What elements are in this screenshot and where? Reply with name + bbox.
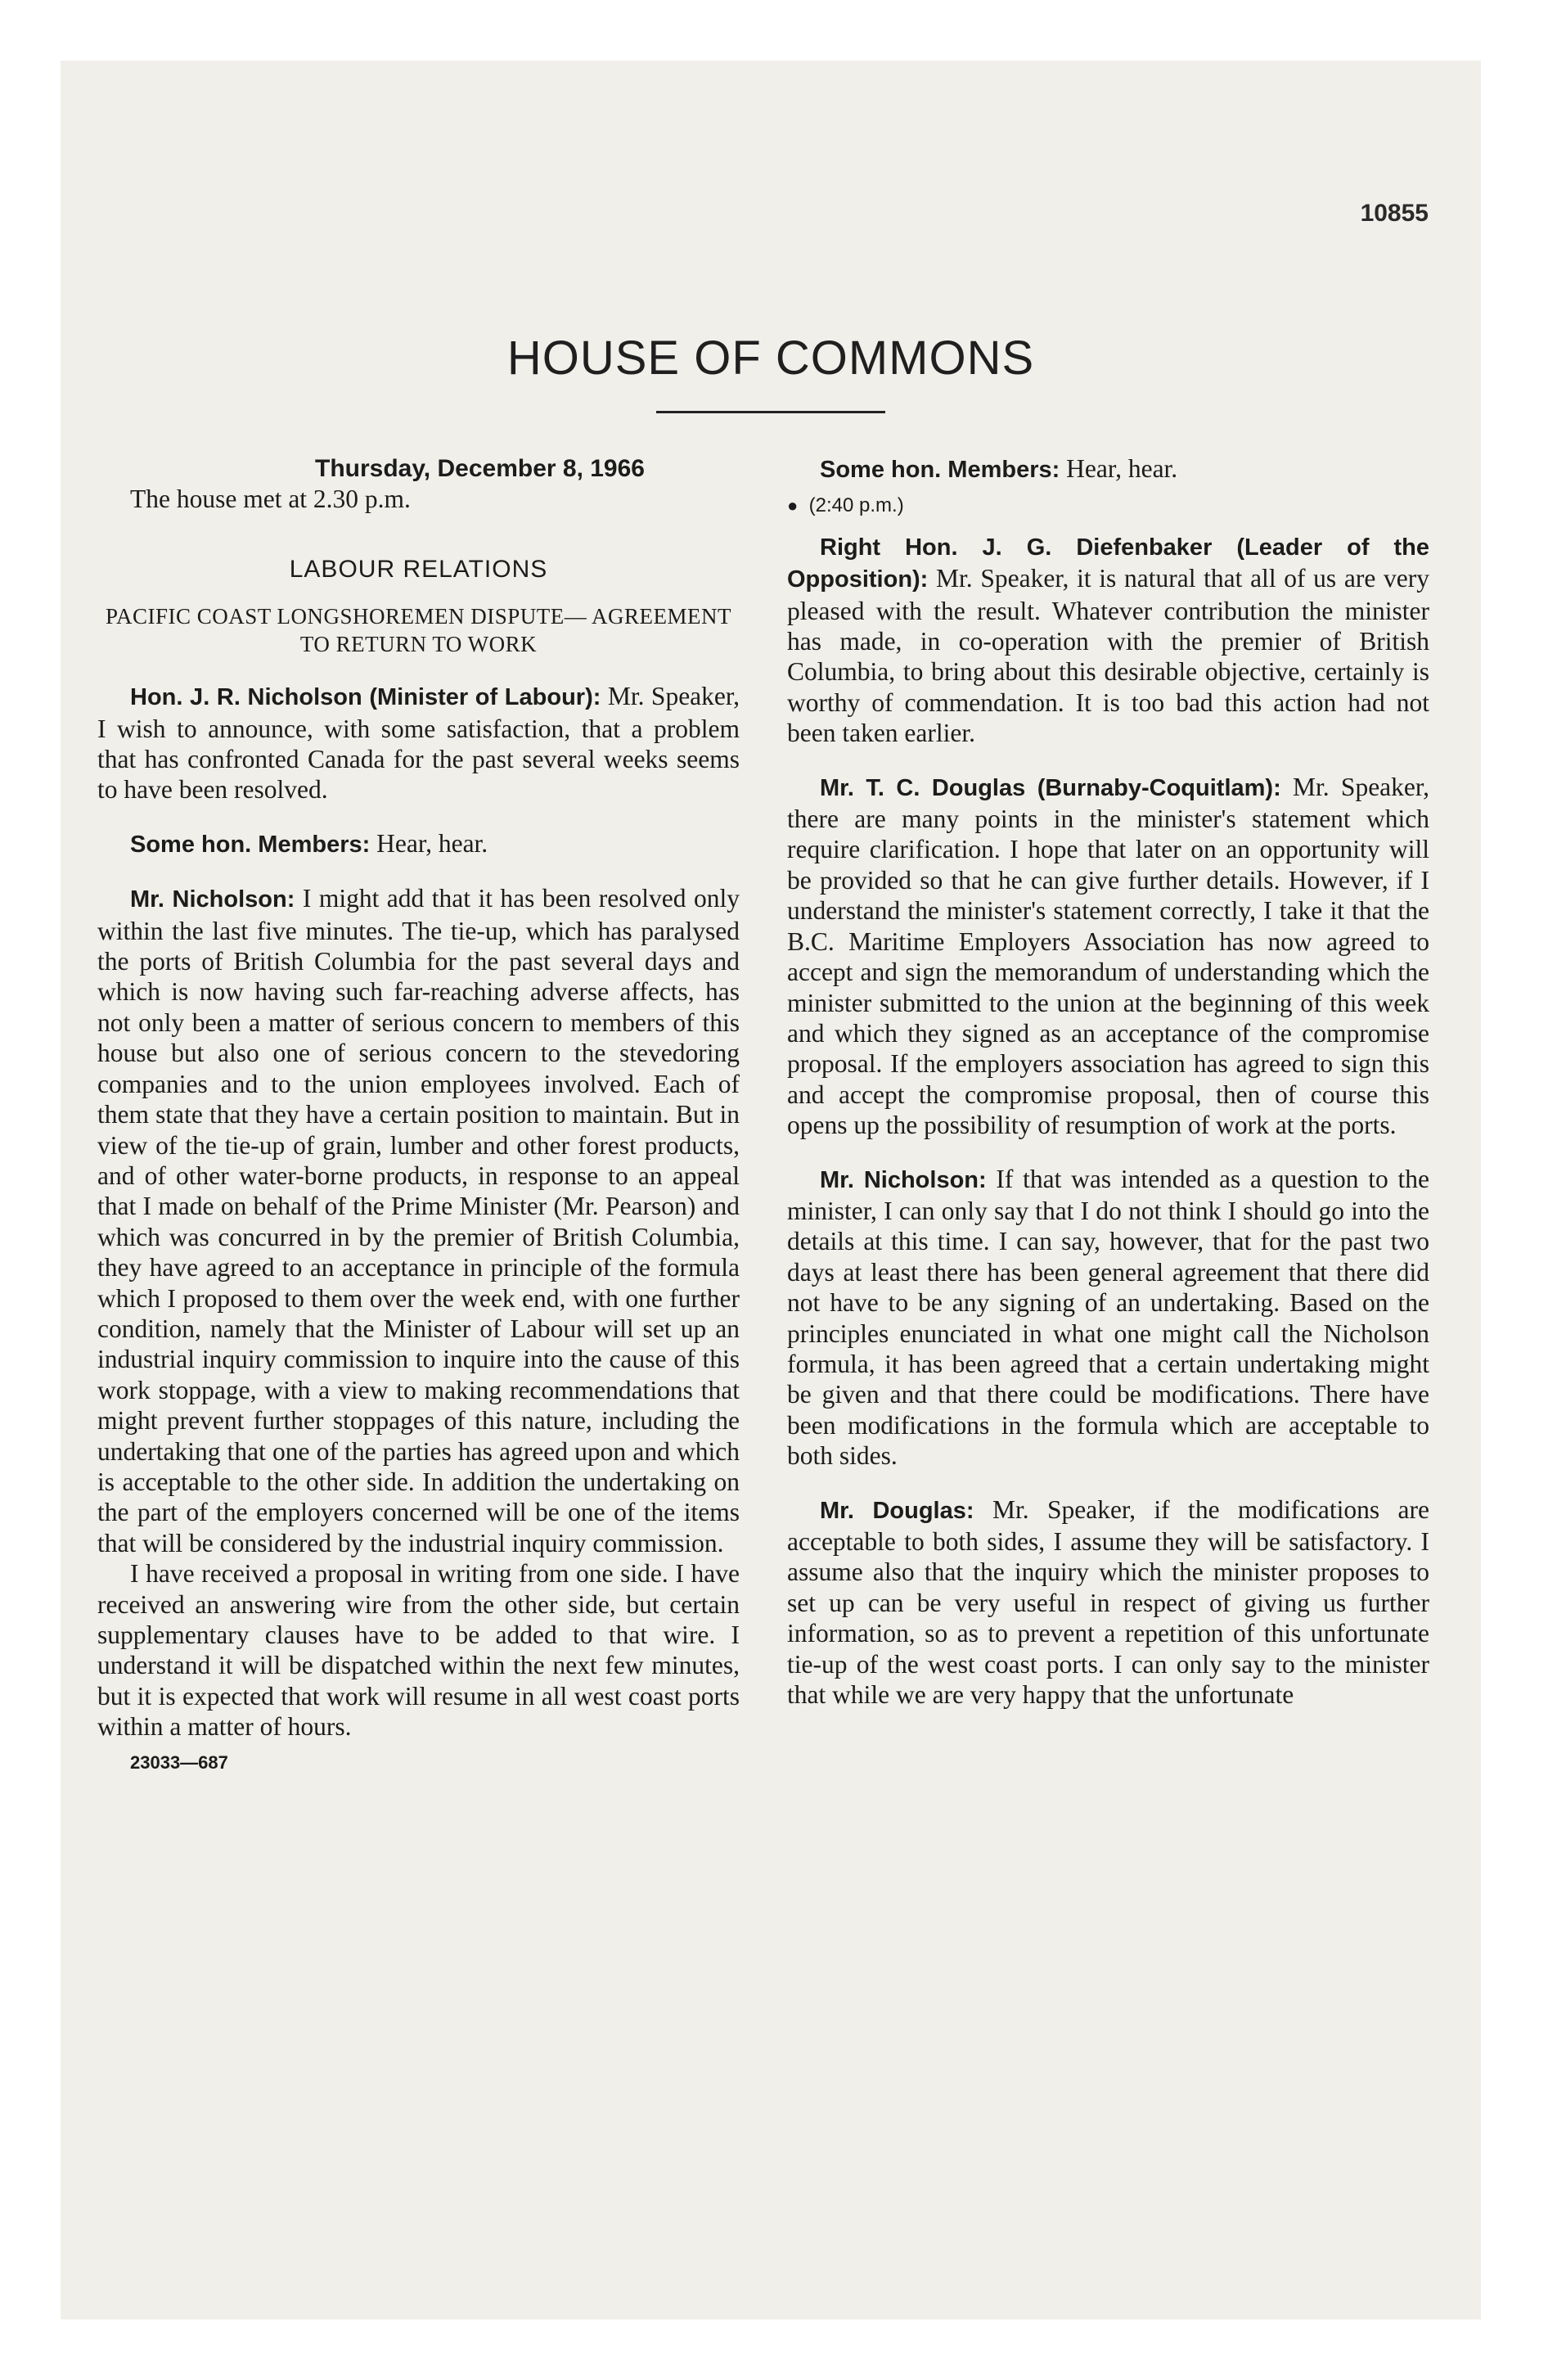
page-number: 10855 xyxy=(1360,200,1429,227)
speaker-name: Mr. Douglas: xyxy=(820,1497,974,1524)
left-column xyxy=(97,453,740,1778)
section-heading: LABOUR RELATIONS xyxy=(289,555,548,583)
paragraph: I have received a proposal in writing from one side. I have received an answering wire from the other side, but certain supplementary clauses have to be added to that wire. I understand it will be dispatched within the next few minutes, but it is expected that work will resume in all west coast ports within a matter of hours. xyxy=(97,1559,740,1742)
paragraph xyxy=(97,681,740,805)
paragraph xyxy=(787,1164,1429,1472)
paragraph-text: Hear, hear. xyxy=(370,828,488,858)
speaker-name: Mr. Nicholson: xyxy=(820,1166,987,1193)
page-title: HOUSE OF COMMONS xyxy=(506,331,1035,385)
paragraph-text: I might add that it has been resolved only within the last five minutes. The tie-up, which has paralysed the ports of British Columbia for the past several days and which is now having such far-reaching adverse affects, has not only been a matter of serious concern to members of this house but also one of serious concern to the stevedoring companies and to the union employees involved. Each of them state that they have a certain position to maintain. But in view of the tie-up of grain, lumber and other forest products, and of other water-borne products, in response to an appeal that I made on behalf of the Prime Minister (Mr. Pearson) and which was concurred in by the premier of British Columbia, they have agreed to an acceptance in principle of the formula which I proposed to them over the week end, with one further condition, namely that the Minister of Labour will set up an industrial inquiry commission to inquire into the cause of this work stoppage, with a view to making recommendations that might prevent further stoppages of this nature, including the undertaking that one of the parties has agreed upon and which is acceptable to the other side. In addition the undertaking on the part of the employers concerned will be one of the items that will be considered by the industrial inquiry commission. xyxy=(97,884,740,1557)
paragraph-text: Mr. Speaker, if the modifications are acceptable to both sides, I assume they will be satisfactory. I assume also that the inquiry which the minister proposes to set up can be very useful in respect of giving us further information, so as to prevent a repetition of this unfortunate tie-up of the west coast ports. I can only say to the minister that while we are very happy that the unfortunate xyxy=(787,1494,1430,1710)
time-text: (2:40 p.m.) xyxy=(808,494,904,517)
speaker-name: Some hon. Members: xyxy=(820,457,1060,483)
time-stamp xyxy=(787,490,1429,521)
section-subheading: PACIFIC COAST LONGSHOREMEN DISPUTE— AGREEMENT TO RETURN TO WORK xyxy=(105,604,732,657)
paragraph xyxy=(787,1494,1429,1711)
speaker-name: Hon. J. R. Nicholson (Minister of Labour): xyxy=(130,684,601,711)
speaker-name: Mr. T. C. Douglas (Burnaby-Coquitlam): xyxy=(820,774,1281,801)
sheet-mark: 23033—687 xyxy=(130,1751,228,1773)
paragraph-text: If that was intended as a question to the minister, I can only say that I do not think I should go into the details at this time. I can say, however, that for the past two days at least there has been general agreement that there did not have to be any signing of an undertaking. Based on the principles enunciated in what one might call the Nicholson formula, it has been agreed that a certain undertaking might be given and that there could be modifications. There have been modifications in the formula which are acceptable to both sides. xyxy=(787,1164,1429,1471)
paragraph xyxy=(97,883,740,1558)
bullet-icon: ● xyxy=(787,495,799,516)
paragraph-text: Mr. Speaker, it is natural that all of us are very pleased with the result. Whatever contribution the minister has made, in co-operation with the premier of British Columbia, to bring about this desirable objective, certainly is worthy of commendation. It is too bad this action had not been taken earlier. xyxy=(787,564,1429,748)
speaker-name: Right Hon. J. G. Diefenbaker (Leader of the Opposition): xyxy=(787,534,1429,593)
title-rule xyxy=(656,411,885,413)
sitting-date: Thursday, December 8, 1966 xyxy=(315,455,645,482)
paragraph xyxy=(787,772,1429,1141)
right-column xyxy=(787,453,1429,1710)
speaker-name: Mr. Nicholson: xyxy=(130,886,295,913)
paragraph-text: Hear, hear. xyxy=(1060,454,1178,483)
house-met-line: The house met at 2.30 p.m. xyxy=(130,485,411,514)
paragraph xyxy=(97,828,740,860)
paragraph-text: Mr. Speaker, I wish to announce, with some satisfaction, that a problem that has confronted Canada for the past several weeks seems to have been resolved. xyxy=(97,682,740,805)
document-page xyxy=(61,61,1481,2319)
paragraph xyxy=(787,453,1429,485)
paragraph xyxy=(787,531,1429,749)
speaker-name: Some hon. Members: xyxy=(130,831,371,858)
paragraph-text: Mr. Speaker, there are many points in the minister's statement which require clarification. I hope that later on an opportunity will be provided so that he can give further details. However, if I understand the minister's statement correctly, I take it that the B.C. Maritime Employers Association has now agreed to accept and sign the memorandum of understanding which the minister submitted to the union at the beginning of this week and which they signed as an acceptance of the compromise proposal. If the employers association has agreed to sign this and accept the compromise proposal, then of course this opens up the possibility of resumption of work at the ports. xyxy=(787,772,1429,1140)
